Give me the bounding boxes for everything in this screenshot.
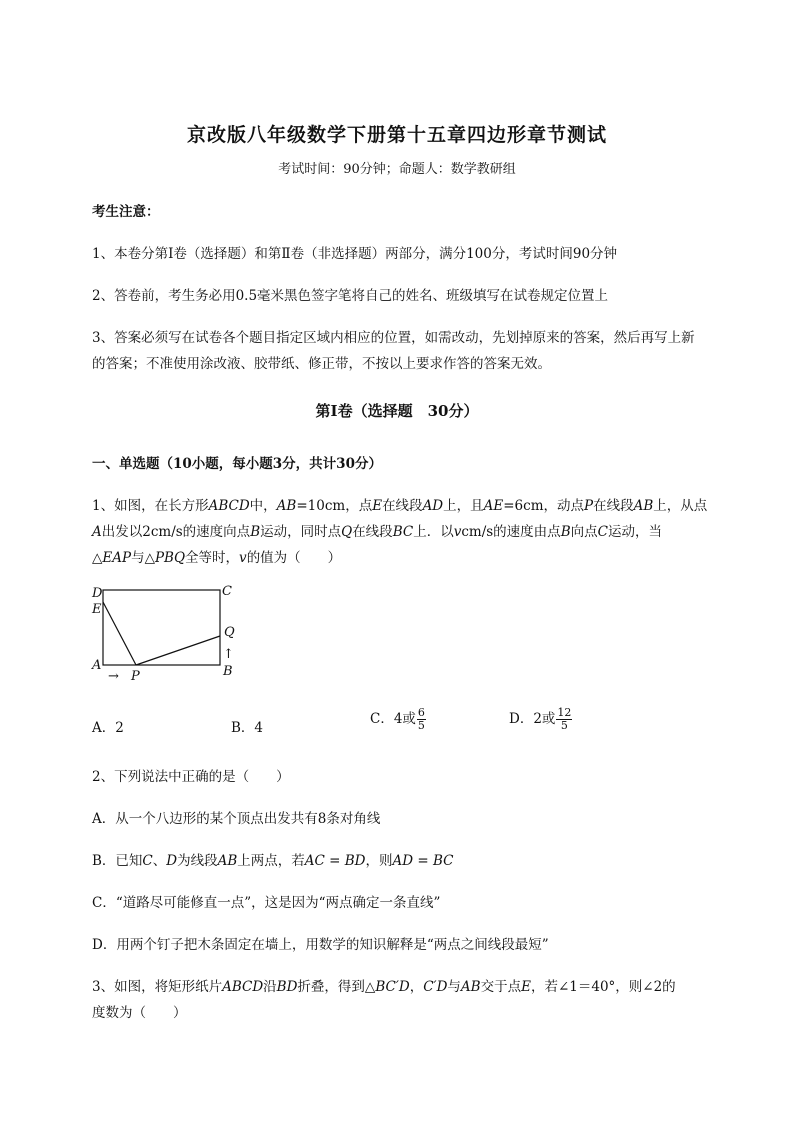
label-p: P xyxy=(131,669,140,684)
label-e: E xyxy=(92,602,102,617)
notice-item-1: 1、本卷分第I卷（选择题）和第Ⅱ卷（非选择题）两部分，满分100分，考试时间90分钟 xyxy=(92,246,618,262)
q2-option-c[interactable]: C．“道路尽可能修直一点”，这是因为“两点确定一条直线” xyxy=(92,895,441,911)
part1-title: 第I卷（选择题 30分） xyxy=(315,402,479,420)
label-d: D xyxy=(92,586,103,601)
page-title: 京改版八年级数学下册第十五章四边形章节测试 xyxy=(186,124,607,146)
q1-option-d[interactable]: D．2或 $\frac{12}{5}$ xyxy=(509,706,572,732)
segment-pq xyxy=(136,636,220,665)
section1-heading: 一、单选题（10小题，每小题3分，共计30分） xyxy=(92,456,382,472)
exam-info: 考试时间：90分钟；命题人：数学教研组 xyxy=(278,162,516,177)
q1-option-c[interactable]: C．4或 $\frac{6}{5}$ xyxy=(370,706,425,732)
notice-item-3: 3、答案必须写在试卷各个题目指定区域内相应的位置，如需改动，先划掉原来的答案，然后再写上新 xyxy=(92,330,695,346)
arrow-up-icon: ↑ xyxy=(223,647,234,662)
fraction-6-5: $\frac{6}{5}$ xyxy=(417,706,425,732)
q2-option-d[interactable]: D．用两个钉子把木条固定在墙上，用数学的知识解释是“两点之间线段最短” xyxy=(92,937,549,953)
q1-line2: A出发以2cm/s的速度向点B运动，同时点Q在线段BC上．以vcm/s的速度由点B向点C运动，当 xyxy=(92,524,662,540)
q1-line3: △EAP与△PBQ全等时，v的值为（ ） xyxy=(92,550,342,566)
label-q: Q xyxy=(224,625,235,640)
q2-option-a[interactable]: A．从一个八边形的某个顶点出发共有8条对角线 xyxy=(92,811,381,827)
label-c: C xyxy=(222,584,232,599)
q2-option-b[interactable]: B．已知C、D为线段AB上两点，若AC = BD，则AD = BC xyxy=(92,853,454,869)
label-a: A xyxy=(92,658,102,673)
q1-option-a[interactable]: A．2 xyxy=(92,720,124,736)
q3-line1: 3、如图，将矩形纸片ABCD沿BD折叠，得到△BC′D，C′D与AB交于点E，若∠1＝40°，则∠2的 xyxy=(92,979,676,995)
segment-ep xyxy=(103,602,136,665)
q2-stem: 2、下列说法中正确的是（ ） xyxy=(92,769,290,785)
q3-line2: 度数为（ ） xyxy=(92,1005,187,1021)
notice-item-2: 2、答卷前，考生务必用0.5毫米黑色签字笔将自己的姓名、班级填写在试卷规定位置上 xyxy=(92,288,609,304)
fraction-12-5: $\frac{12}{5}$ xyxy=(557,706,572,732)
q1-figure xyxy=(86,580,246,685)
notice-item-3-cont: 的答案；不准使用涂改液、胶带纸、修正带，不按以上要求作答的答案无效。 xyxy=(92,356,551,372)
q1-line1: 1、如图，在长方形ABCD中，AB=10cm，点E在线段AD上，且AE=6cm，动点P在线段AB上，从点 xyxy=(92,498,708,514)
q1-option-b[interactable]: B．4 xyxy=(231,720,264,736)
label-b: B xyxy=(223,664,233,679)
rectangle-abcd xyxy=(103,590,220,665)
arrow-right-icon: → xyxy=(108,669,119,684)
notice-heading: 考生注意： xyxy=(92,204,160,220)
